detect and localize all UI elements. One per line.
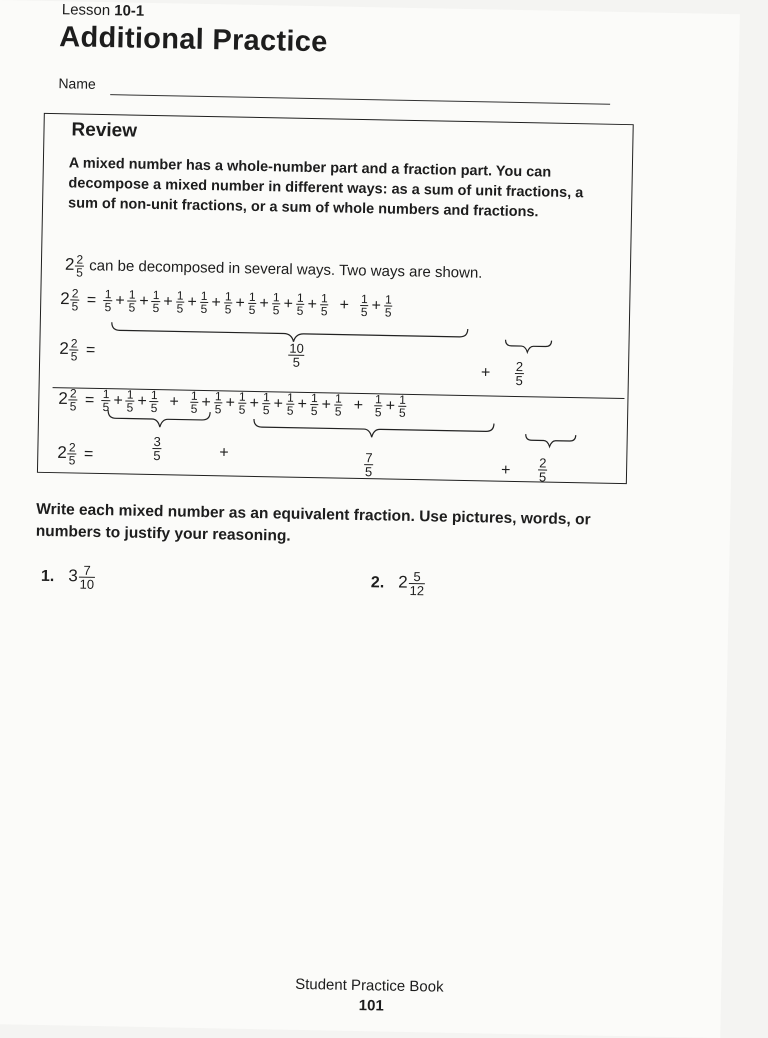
example2-plus-1: + xyxy=(219,444,229,462)
unit-fraction: $\frac{1}{5}$ xyxy=(360,291,368,320)
plus-sign: + xyxy=(113,391,123,410)
plus-sign: + xyxy=(371,296,382,315)
unit-fraction: $\frac{1}{5}$ xyxy=(200,288,208,317)
unit-fraction: $\frac{1}{5}$ xyxy=(286,390,294,418)
review-text: A mixed number has a whole-number part and a fraction part. You can decompose a mixed number in different ways: as a sum of unit fractions, a sum of non-unit fractions, or a sum of whole numbers and fractions. xyxy=(67,155,584,221)
plus-sign: + xyxy=(273,395,284,413)
page-number: 101 xyxy=(358,997,384,1015)
problem-1-number: 1. xyxy=(40,567,55,585)
plus-sign: + xyxy=(297,395,308,413)
unit-fraction: $\frac{1}{5}$ xyxy=(320,291,328,319)
name-label: Name xyxy=(58,75,96,92)
example2-plus-2: + xyxy=(500,461,511,479)
example1-nonunit-row: 2 $\frac{2}{5}$ = xyxy=(59,336,96,364)
unit-fraction: $\frac{1}{5}$ xyxy=(150,387,158,416)
unit-fraction: $\frac{1}{5}$ xyxy=(272,290,280,318)
page-title: Additional Practice xyxy=(58,21,328,59)
problem-2-number: 2. xyxy=(370,573,385,592)
example2-nonunit-row: 2 $\frac{2}{5}$ = xyxy=(57,440,94,468)
plus-sign: + xyxy=(339,296,350,314)
example1-group-sum: $\frac{10}{5}$ xyxy=(289,340,304,370)
plus-sign: + xyxy=(187,293,197,311)
unit-fraction: $\frac{1}{5}$ xyxy=(296,290,304,318)
plus-sign: + xyxy=(353,396,364,414)
unit-fraction: $\frac{1}{5}$ xyxy=(104,287,112,315)
unit-fraction: $\frac{1}{5}$ xyxy=(176,288,184,316)
plus-sign: + xyxy=(225,394,236,412)
example2-group2-sum: $\frac{7}{5}$ xyxy=(364,450,373,480)
example2-unit-fractions-row: 2 $\frac{2}{5}$ = $\frac{1}{5}$ + $\frac{1}{5}$ + $\frac{1}{5}$ + $\frac{1}{5}$ + $\frac{1}{5}$ + $\frac{1}{5}$ + $\frac{1}{5}$ + $\frac{1}{5}$ + $\frac{1}{5}$ + $\frac{1}{5}$ + $\frac{1}{5}$ + $\frac{1}{5}$ xyxy=(58,386,406,420)
problem-1: 1. 3 $\frac{7}{10}$ xyxy=(40,562,95,592)
unit-fraction: $\frac{1}{5}$ xyxy=(262,390,270,418)
unit-fraction: $\frac{1}{5}$ xyxy=(310,391,318,419)
footer-book-title: Student Practice Book xyxy=(294,975,444,996)
example2-group1-sum: $\frac{3}{5}$ xyxy=(153,434,161,464)
unit-fraction: $\frac{1}{5}$ xyxy=(238,389,246,417)
plus-sign: + xyxy=(163,292,173,311)
plus-sign: + xyxy=(139,292,149,310)
plus-sign: + xyxy=(307,295,318,313)
unit-fraction: $\frac{1}{5}$ xyxy=(190,388,198,416)
unit-fraction: $\frac{1}{5}$ xyxy=(224,289,232,317)
unit-fraction: $\frac{1}{5}$ xyxy=(248,289,256,317)
plus-sign: + xyxy=(259,294,270,312)
plus-sign: + xyxy=(321,395,332,414)
example1-rest-sum: + $\frac{2}{5}$ xyxy=(480,358,524,389)
unit-fraction: $\frac{1}{5}$ xyxy=(374,392,382,420)
plus-sign: + xyxy=(385,397,396,415)
unit-fraction: $\frac{1}{5}$ xyxy=(128,287,136,315)
plus-sign: + xyxy=(249,394,260,412)
unit-fraction: $\frac{1}{5}$ xyxy=(398,392,406,420)
plus-sign: + xyxy=(137,392,147,410)
instructions: Write each mixed number as an equivalent fraction. Use pictures, words, or numbers to justify your reasoning. xyxy=(35,500,591,545)
unit-fraction: $\frac{1}{5}$ xyxy=(126,387,134,415)
plus-sign: + xyxy=(211,293,221,312)
unit-fraction: $\frac{1}{5}$ xyxy=(384,292,392,320)
unit-fraction: $\frac{1}{5}$ xyxy=(334,391,342,419)
plus-sign: + xyxy=(201,393,212,411)
example2-group3-sum: $\frac{2}{5}$ xyxy=(538,455,547,485)
plus-sign: + xyxy=(169,393,179,411)
example1-unit-fractions-row: 2 $\frac{2}{5}$ = $\frac{1}{5}$ + $\frac{1}{5}$ + $\frac{1}{5}$ + $\frac{1}{5}$ + $\frac{1}{5}$ + $\frac{1}{5}$ + $\frac{1}{5}$ + $\frac{1}{5}$ + $\frac{1}{5}$ + $\frac{1}{5}$ + $\frac{1}{5}$ + $\frac{1}{5}$ xyxy=(60,286,392,320)
unit-fraction: $\frac{1}{5}$ xyxy=(214,389,222,417)
unit-fraction: $\frac{1}{5}$ xyxy=(102,387,110,415)
review-intro: 2 $\frac{2}{5}$ can be decomposed in several ways. Two ways are shown. xyxy=(64,252,483,282)
problem-2: 2. 2 $\frac{5}{12}$ xyxy=(370,569,425,599)
review-title: Review xyxy=(71,119,138,142)
lesson-number: 10-1 xyxy=(114,2,145,20)
plus-sign: + xyxy=(115,292,125,310)
unit-fraction: $\frac{1}{5}$ xyxy=(152,287,160,316)
lesson-label: Lesson 10-1 xyxy=(61,1,145,20)
plus-sign: + xyxy=(283,295,294,313)
plus-sign: + xyxy=(235,294,245,312)
